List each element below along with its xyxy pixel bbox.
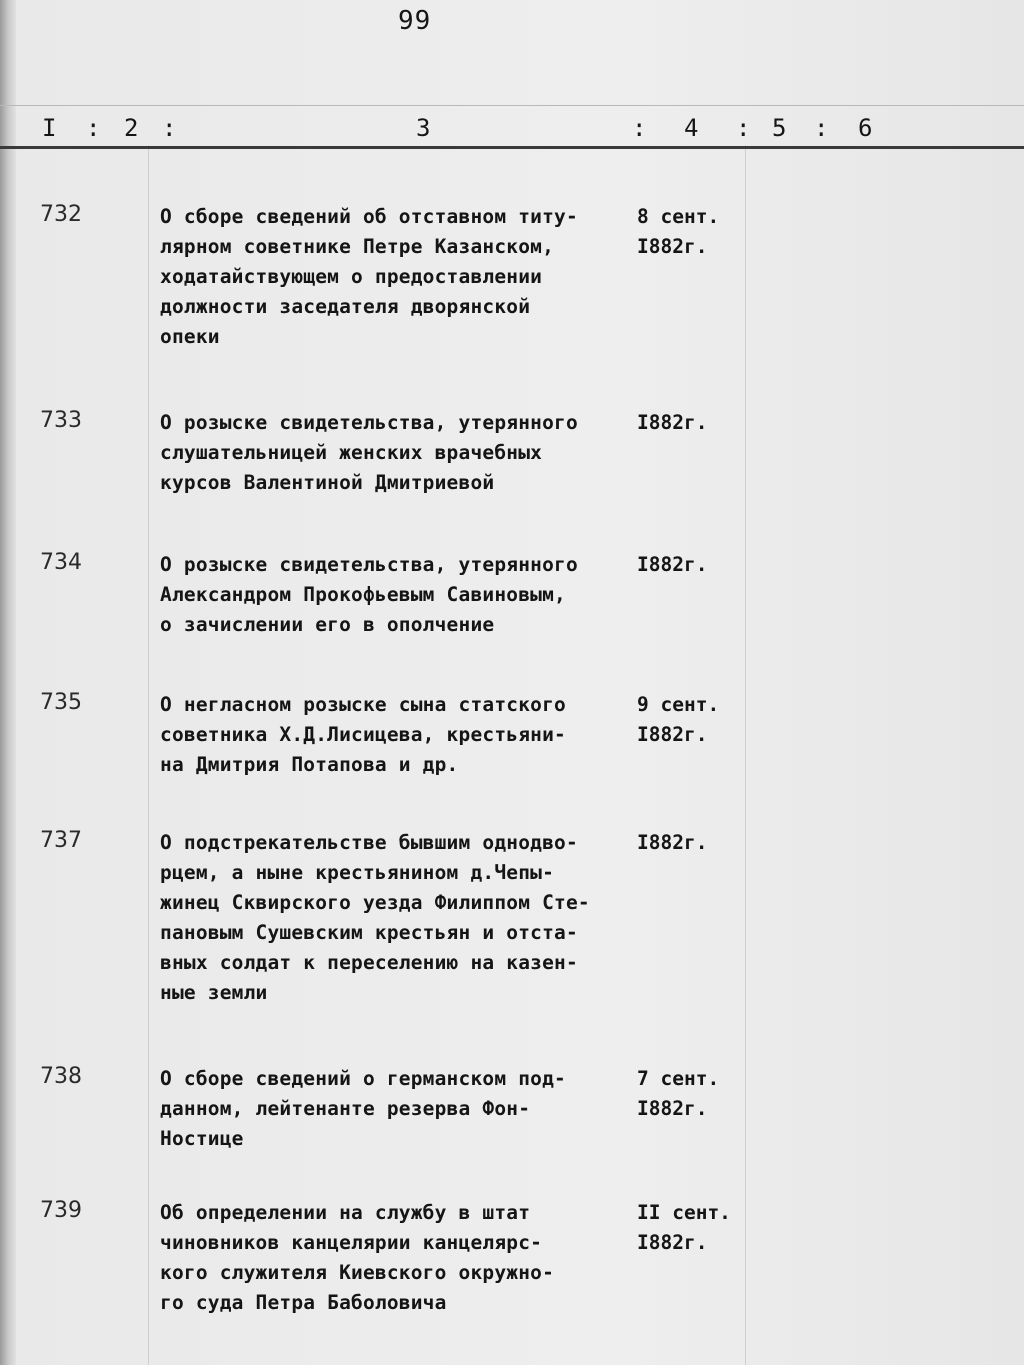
- header-sep-3: :: [632, 114, 647, 142]
- entry-line: слушательницей женских врачебных: [160, 441, 543, 464]
- entry-date: [637, 202, 719, 262]
- entry-line: опеки: [160, 325, 220, 348]
- entry-line: должности заседателя дворянской: [160, 295, 531, 318]
- entry-date-line: I882г.: [637, 831, 708, 854]
- entry-date-line: I882г.: [637, 723, 708, 746]
- header-col-1: I: [42, 114, 57, 142]
- entry-line: лярном советнике Петре Казанском,: [160, 235, 555, 258]
- entry-line: ходатайствующем о предоставлении: [160, 265, 543, 288]
- entry-line: данном, лейтенанте резерва Фон-: [160, 1097, 531, 1120]
- header-col-4: 4: [684, 114, 699, 142]
- entry-line: пановым Сушевским крестьян и отста-: [160, 921, 578, 944]
- entry-number: 737: [40, 828, 82, 853]
- entry-line: вных солдат к переселению на казен-: [160, 951, 578, 974]
- entry-description: [160, 202, 650, 352]
- header-col-5: 5: [772, 114, 787, 142]
- header-sep-5: :: [814, 114, 829, 142]
- entry-number: 739: [40, 1198, 82, 1223]
- entry-number: 733: [40, 408, 82, 433]
- entry-line: советника Х.Д.Лисицева, крестьяни-: [160, 723, 566, 746]
- entry-date-line: I882г.: [637, 1231, 708, 1254]
- entry-line: О подстрекательстве бывшим однодво-: [160, 831, 578, 854]
- entry-line: на Дмитрия Потапова и др.: [160, 753, 459, 776]
- entry-line: чиновников канцелярии канцелярс-: [160, 1231, 543, 1254]
- entry-description: [160, 550, 650, 640]
- entry-number: 734: [40, 550, 82, 575]
- header-col-3: 3: [416, 114, 431, 142]
- entry-date-line: 9 сент.: [637, 693, 720, 716]
- entry-line: О розыске свидетельства, утерянного: [160, 411, 578, 434]
- entry-number: 738: [40, 1064, 82, 1089]
- entry-date-line: I882г.: [637, 1097, 708, 1120]
- entry-date-line: II сент.: [637, 1201, 731, 1224]
- entry-line: О сборе сведений об отставном титу-: [160, 205, 578, 228]
- entry-number: 735: [40, 690, 82, 715]
- entry-line: кого служителя Киевского окружно-: [160, 1261, 555, 1284]
- entry-description: [160, 1064, 650, 1154]
- entry-line: О розыске свидетельства, утерянного: [160, 553, 578, 576]
- entry-line: О негласном розыске сына статского: [160, 693, 566, 716]
- entry-date: [637, 1064, 719, 1124]
- entry-date: [637, 690, 719, 750]
- header-sep-1: :: [86, 114, 101, 142]
- entry-line: го суда Петра Баболовича: [160, 1291, 447, 1314]
- entry-date-line: 8 сент.: [637, 205, 720, 228]
- entry-line: о зачислении его в ополчение: [160, 613, 495, 636]
- page-number: 99: [398, 6, 432, 36]
- entry-description: [160, 690, 650, 780]
- entry-date-line: 7 сент.: [637, 1067, 720, 1090]
- entry-line: рцем, а ныне крестьянином д.Чепы-: [160, 861, 555, 884]
- entry-line: О сборе сведений о германском под-: [160, 1067, 566, 1090]
- entry-description: [160, 1198, 650, 1318]
- entry-date: [637, 828, 707, 858]
- entry-line: Ностице: [160, 1127, 244, 1150]
- entry-date-line: I882г.: [637, 411, 708, 434]
- header-sep-4: :: [736, 114, 751, 142]
- entry-line: Александром Прокофьевым Савиновым,: [160, 583, 566, 606]
- entry-line: жинец Сквирского уезда Филиппом Сте-: [160, 891, 590, 914]
- entry-date-line: I882г.: [637, 553, 708, 576]
- entry-line: курсов Валентиной Дмитриевой: [160, 471, 495, 494]
- entry-number: 732: [40, 202, 82, 227]
- entry-date: [637, 1198, 731, 1258]
- entry-description: [160, 828, 650, 1008]
- entry-line: ные земли: [160, 981, 268, 1004]
- header-col-6: 6: [858, 114, 873, 142]
- entry-line: Об определении на службу в штат: [160, 1201, 531, 1224]
- entry-date-line: I882г.: [637, 235, 708, 258]
- header-sep-2: :: [162, 114, 177, 142]
- entry-date: [637, 550, 707, 580]
- entry-description: [160, 408, 650, 498]
- header-col-2: 2: [124, 114, 139, 142]
- entry-date: [637, 408, 707, 438]
